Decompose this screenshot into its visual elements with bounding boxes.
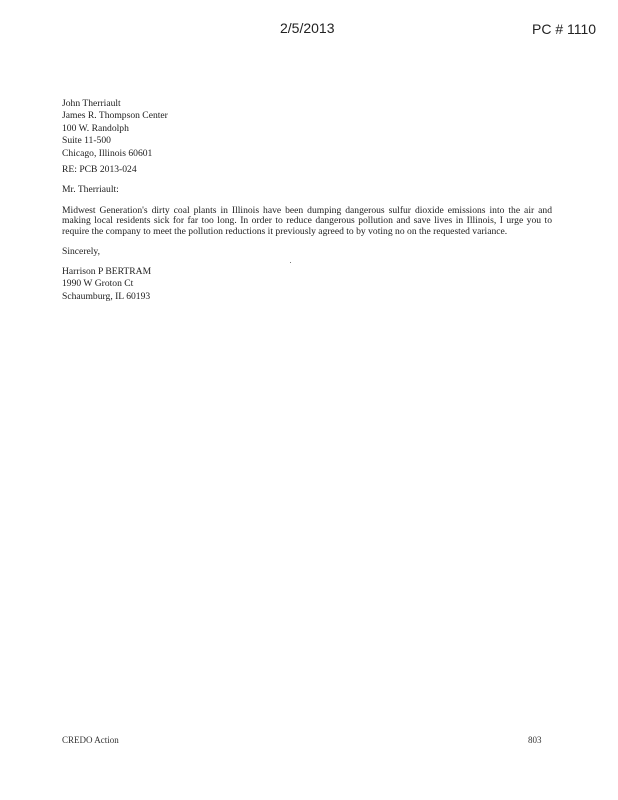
sender-city: Schaumburg, IL 60193 xyxy=(62,290,151,302)
recipient-suite: Suite 11-500 xyxy=(62,135,111,147)
recipient-city: Chicago, Illinois 60601 xyxy=(62,147,153,159)
document-date: 2/5/2013 xyxy=(280,20,335,36)
body-paragraph: Midwest Generation's dirty coal plants in Illinois have been dumping dangerous sulfur dioxide emissions into the air and making local residents sick for far too long. In order to reduce dangerous pollution and save lives in Illinois, I urge you to require the company to meet the pollution reductions it previously agreed to by voting no on the requested variance. xyxy=(62,204,552,238)
sender-signature-block xyxy=(62,266,552,303)
footer-page-number: 803 xyxy=(528,735,542,745)
re-line: RE: PCB 2013-024 xyxy=(62,164,137,176)
recipient-address xyxy=(62,98,552,160)
sender-name: Harrison P BERTRAM xyxy=(62,266,152,278)
closing: Sincerely, xyxy=(62,245,101,257)
scan-speck xyxy=(290,262,291,263)
sender-street: 1990 W Groton Ct xyxy=(62,278,134,290)
recipient-street: 100 W. Randolph xyxy=(62,122,129,134)
pc-number: PC # 1110 xyxy=(532,21,597,37)
salutation: Mr. Therriault: xyxy=(62,184,119,196)
recipient-building: James R. Thompson Center xyxy=(62,110,168,122)
recipient-name: John Therriault xyxy=(62,98,121,109)
letter-body xyxy=(62,98,552,303)
footer-source: CREDO Action xyxy=(62,735,119,745)
